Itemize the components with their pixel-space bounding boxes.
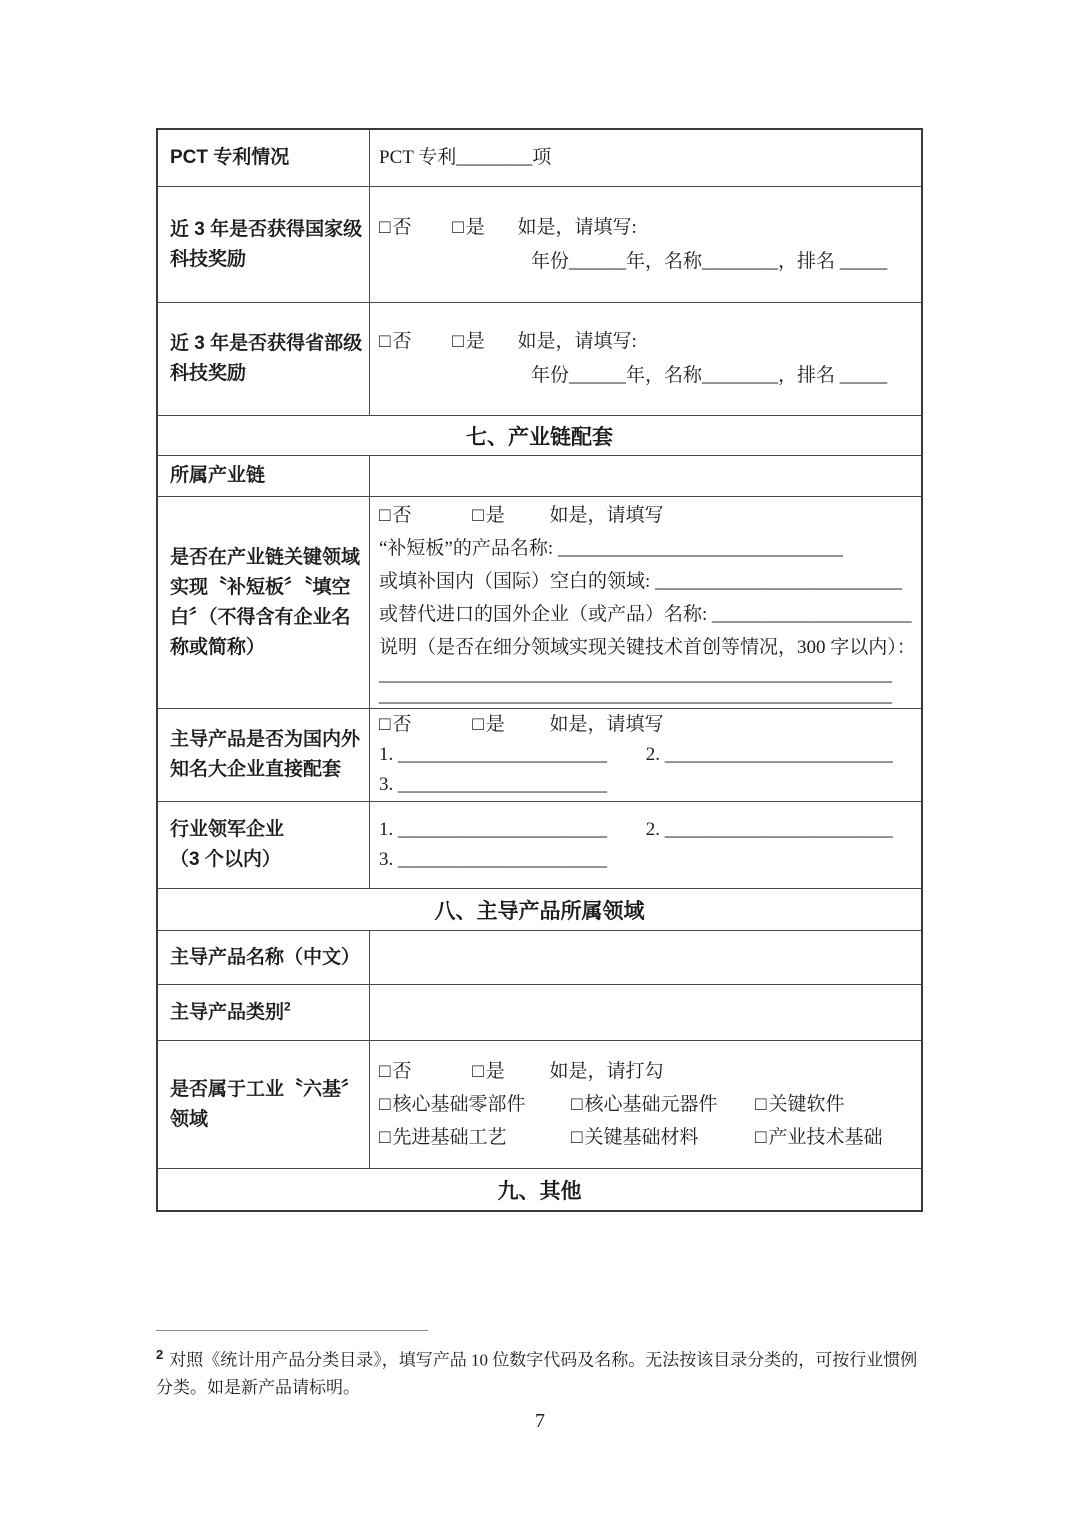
supporting-checkbox-no[interactable] (379, 710, 412, 740)
checkbox-icon: □ (379, 1094, 391, 1115)
shortboard-note-blank-2[interactable]: ______________________________________________________ (379, 685, 892, 706)
checkbox-icon: □ (452, 216, 464, 238)
pct-patents-value-cell (370, 130, 921, 186)
six-bases-option-core-parts[interactable] (379, 1088, 571, 1121)
shortboard-checkbox-no[interactable] (379, 499, 412, 532)
checkbox-label: 关键基础材料 (584, 1127, 699, 1148)
provincial-award-checkbox-yes[interactable] (452, 325, 485, 359)
row-national-award (158, 186, 921, 302)
supporting-item3-fill-field[interactable]: 3. ______________________ (379, 774, 607, 795)
footnote-marker-ref: 2 (284, 999, 291, 1014)
six-bases-option-industrial-tech-base[interactable] (755, 1121, 883, 1154)
product-category-label (158, 985, 370, 1040)
checkbox-icon: □ (472, 1061, 484, 1082)
checkbox-icon: □ (755, 1094, 767, 1115)
checkbox-label: 产业技术基础 (768, 1127, 883, 1148)
supporting-item2-fill-field[interactable]: 2. ________________________ (645, 744, 893, 765)
checkbox-label: 是 (485, 1061, 505, 1082)
checkbox-label: 关键软件 (768, 1094, 845, 1115)
six-bases-option-advanced-process[interactable] (379, 1121, 571, 1154)
six-bases-label: 是否属于工业〝六基〞领域 (158, 1041, 370, 1168)
shortboard-note-label: 说明（是否在细分领域实现关键技术首创等情况，300 字以内）： (379, 637, 916, 658)
footnote (156, 1330, 926, 1401)
shortboard-checkbox-yes[interactable] (472, 499, 505, 532)
product-category-label-text: 主导产品类别$^2$ (170, 999, 291, 1023)
national-award-content (370, 187, 921, 302)
shortboard-product-fill-field[interactable]: “补短板”的产品名称: ______________________________ (379, 538, 843, 559)
section-header-other: 九、其他 (158, 1168, 921, 1210)
section-header-industry-chain: 七、产业链配套 (158, 415, 921, 455)
row-industry-leaders (158, 801, 921, 888)
shortboard-label: 是否在产业链关键领域实现〝补短板〞〝填空白〞（不得含有企业名称或简称） (158, 497, 370, 708)
page-number: 7 (535, 1410, 545, 1432)
section-header-main-product: 八、主导产品所属领域 (158, 888, 921, 930)
checkbox-label: 先进基础工艺 (392, 1127, 507, 1148)
supporting-label: 主导产品是否为国内外知名大企业直接配套 (158, 709, 370, 801)
leaders-item2-fill-field[interactable]: 2. ________________________ (645, 819, 893, 840)
shortboard-hint: 如是，请填写 (549, 505, 664, 526)
checkbox-label: 否 (392, 505, 412, 526)
checkbox-icon: □ (379, 331, 391, 352)
six-bases-option-core-components[interactable] (571, 1088, 755, 1121)
checkbox-label: 是 (485, 505, 505, 526)
row-product-name (158, 930, 921, 984)
footnote-text-block (156, 1341, 926, 1401)
checkbox-label: 是 (465, 331, 485, 352)
six-bases-hint: 如是，请打勾 (549, 1061, 664, 1082)
checkbox-icon: □ (472, 714, 484, 735)
checkbox-label: 是 (465, 216, 485, 238)
six-bases-option-key-software[interactable] (755, 1088, 845, 1121)
supporting-checkbox-yes[interactable] (472, 710, 505, 740)
checkbox-icon: □ (379, 1061, 391, 1082)
national-award-fill-field[interactable]: 年份______年，名称________，排名 _____ (531, 250, 888, 272)
checkbox-icon: □ (379, 216, 391, 238)
checkbox-icon: □ (472, 505, 484, 526)
six-bases-option-key-materials[interactable] (571, 1121, 755, 1154)
row-pct-patents (158, 130, 921, 186)
industry-leaders-content (370, 802, 921, 888)
six-bases-content (370, 1041, 921, 1168)
leaders-item1-fill-field[interactable]: 1. ______________________ (379, 819, 607, 840)
pct-patents-label: PCT 专利情况 (158, 130, 370, 186)
national-award-checkbox-yes[interactable] (452, 211, 485, 245)
provincial-award-content (370, 303, 921, 415)
row-product-category (158, 984, 921, 1040)
checkbox-icon: □ (379, 714, 391, 735)
application-form-table (156, 128, 923, 1212)
product-name-value-cell[interactable] (370, 931, 921, 984)
national-award-label: 近 3 年是否获得国家级科技奖励 (158, 187, 370, 302)
row-six-bases (158, 1040, 921, 1168)
checkbox-label: 否 (392, 331, 412, 352)
checkbox-label: 否 (392, 216, 412, 238)
checkbox-icon: □ (452, 331, 464, 352)
supporting-hint: 如是，请填写 (549, 714, 664, 735)
checkbox-icon: □ (571, 1127, 583, 1148)
six-bases-checkbox-no[interactable] (379, 1055, 412, 1088)
footnote-marker: 2 (156, 1347, 164, 1362)
checkbox-icon: □ (755, 1127, 767, 1148)
checkbox-icon: □ (379, 1127, 391, 1148)
national-award-hint: 如是，请填写: (517, 216, 637, 238)
shortboard-note-blank-1[interactable]: ______________________________________________________ (379, 664, 892, 685)
checkbox-label: 核心基础元器件 (584, 1094, 718, 1115)
row-shortboard (158, 496, 921, 708)
checkbox-label: 是 (485, 714, 505, 735)
checkbox-icon: □ (571, 1094, 583, 1115)
provincial-award-checkbox-no[interactable] (379, 325, 412, 359)
pct-patents-fill-field[interactable]: PCT 专利________项 (379, 147, 552, 168)
supporting-content (370, 709, 921, 801)
row-industry-chain (158, 455, 921, 496)
provincial-award-fill-field[interactable]: 年份______年，名称________，排名 _____ (531, 365, 888, 386)
provincial-award-hint: 如是，请填写: (517, 331, 637, 352)
row-supporting (158, 708, 921, 801)
supporting-item1-fill-field[interactable]: 1. ______________________ (379, 744, 607, 765)
leaders-item3-fill-field[interactable]: 3. ______________________ (379, 849, 607, 870)
six-bases-checkbox-yes[interactable] (472, 1055, 505, 1088)
provincial-award-label: 近 3 年是否获得省部级科技奖励 (158, 303, 370, 415)
industry-chain-value-cell[interactable] (370, 456, 921, 496)
shortboard-content (370, 497, 921, 708)
checkbox-label: 否 (392, 1061, 412, 1082)
industry-chain-label: 所属产业链 (158, 456, 370, 496)
product-name-label: 主导产品名称（中文） (158, 931, 370, 984)
industry-leaders-label-main: 行业领军企业 (170, 819, 285, 840)
footnote-text: 对照《统计用产品分类目录》，填写产品 10 位数字代码及名称。无法按该目录分类的，可按行业惯例分类。如是新产品请标明。 (156, 1350, 918, 1397)
shortboard-import-fill-field[interactable]: 或替代进口的国外企业（或产品）名称: _____________________ (379, 604, 912, 625)
shortboard-gap-fill-field[interactable]: 或填补国内（国际）空白的领域: __________________________ (379, 571, 903, 592)
row-provincial-award (158, 302, 921, 415)
checkbox-icon: □ (379, 505, 391, 526)
checkbox-label: 核心基础零部件 (392, 1094, 526, 1115)
footnote-divider (156, 1330, 428, 1331)
checkbox-label: 否 (392, 714, 412, 735)
industry-leaders-label-sub: （3 个以内） (170, 849, 281, 870)
national-award-checkbox-no[interactable] (379, 211, 412, 245)
industry-leaders-label (158, 802, 370, 888)
product-category-value-cell[interactable] (370, 985, 921, 1040)
